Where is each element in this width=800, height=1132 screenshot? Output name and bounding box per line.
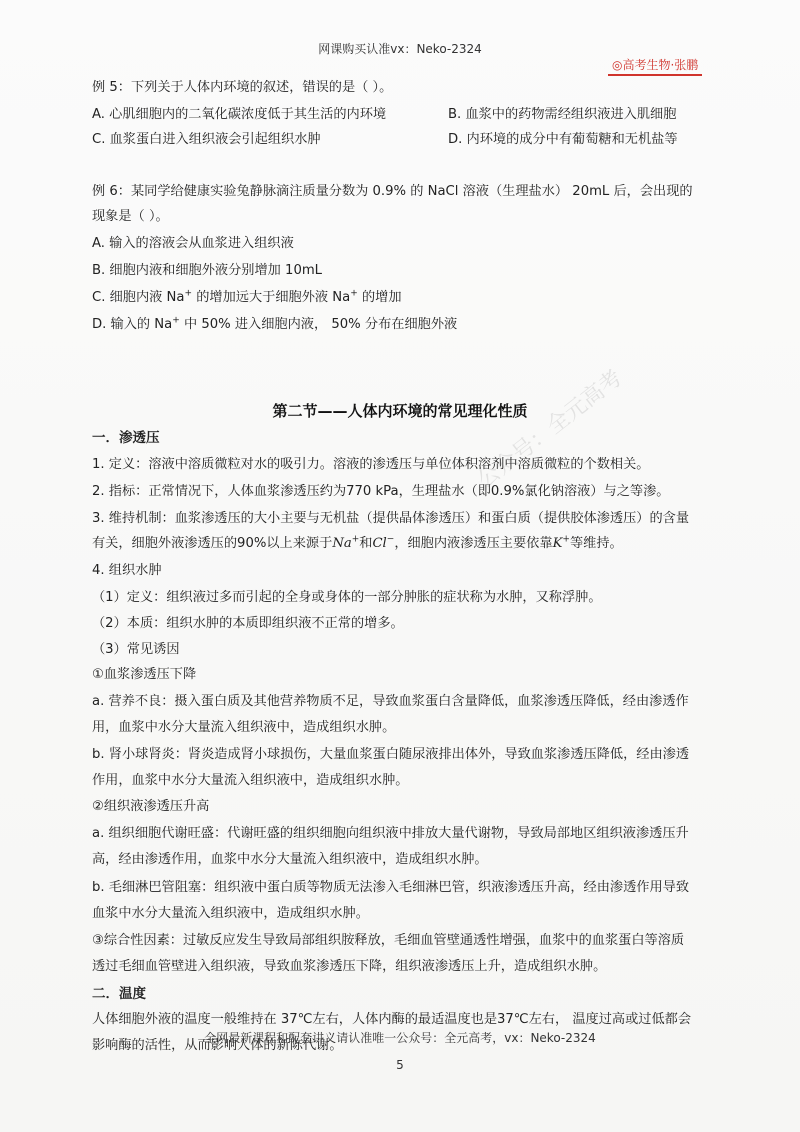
cause-2b-line2: 血浆中水分大量流入组织液中，造成组织水肿。 <box>92 906 369 921</box>
option-d-sup: + <box>172 315 180 326</box>
paragraph-indicator: 2. 指标：正常情况下，人体血浆渗透压约为770 kPa，生理盐水（即0.9%氯化钠溶液）与之等渗。 <box>92 484 670 499</box>
edema-essence: （2）本质：组织水肿的本质即组织液不正常的增多。 <box>92 616 404 631</box>
paragraph-mechanism-line1: 3. 维持机制：血浆渗透压的大小主要与无机盐（提供晶体渗透压）和蛋白质（提供胶体渗透压）的含量 <box>92 511 690 526</box>
paragraph-definition: 1. 定义：溶液中溶质微粒对水的吸引力。溶液的渗透压与单位体积溶剂中溶质微粒的个数相关。 <box>92 457 650 472</box>
option-d-text-1: D. 输入的 Na <box>92 317 173 332</box>
cause-1b-line2: 作用，血浆中水分大量流入组织液中，造成组织水肿。 <box>92 773 409 788</box>
example6-option-a: A. 输入的溶液会从血浆进入组织液 <box>92 236 294 251</box>
footer-watermark: 全网最新课程和配套讲义请认准唯一公众号：全元高考，vx：Neko-2324 <box>204 1031 596 1045</box>
cl-symbol: Cl <box>372 536 387 551</box>
mech-text-2: ，细胞内液渗透压主要依靠 <box>394 536 553 551</box>
cause-2-heading: ②组织液渗透压升高 <box>92 799 210 814</box>
na-charge: + <box>351 534 360 545</box>
option-c-text-3: 的增加 <box>357 290 402 305</box>
subheading-osmotic-pressure: 一．渗透压 <box>92 430 160 446</box>
example6-option-c <box>92 288 402 308</box>
example6-option-d <box>92 315 457 335</box>
cause-1a-line2: 用，血浆中水分大量流入组织液中，造成组织水肿。 <box>92 720 396 735</box>
cause-2a-line1: a. 组织细胞代谢旺盛：代谢旺盛的组织细胞向组织液中排放大量代谢物，导致局部地区组织液渗透压升 <box>92 826 689 841</box>
cause-3-line2: 透过毛细血管壁进入组织液，导致血浆渗透压下降，组织液渗透压上升，造成组织水肿。 <box>92 959 607 974</box>
k-charge: + <box>562 534 570 545</box>
diagonal-watermark: 公众号：全元高考 <box>473 365 628 494</box>
option-c-text-1: C. 细胞内液 Na <box>92 290 185 305</box>
cause-1a-line1: a. 营养不良：摄入蛋白质及其他营养物质不足，导致血浆蛋白含量降低，血浆渗透压降低，经由渗透作 <box>92 694 689 709</box>
cause-1b-line1: b. 肾小球肾炎：肾炎造成肾小球损伤，大量血浆蛋白随尿液排出体外，导致血浆渗透压降低，经由渗透 <box>92 747 690 762</box>
cause-2b-line1: b. 毛细淋巴管阻塞：组织液中蛋白质等物质无法渗入毛细淋巴管，织液渗透压升高，经由渗透作用导致 <box>92 880 690 895</box>
cause-3-line1: ③综合性因素：过敏反应发生导致局部组织胺释放，毛细血管壁通透性增强，血浆中的血浆蛋白等溶质 <box>92 933 685 948</box>
example5-option-c: C. 血浆蛋白进入组织液会引起组织水肿 <box>92 132 321 147</box>
cl-charge: − <box>386 534 395 545</box>
example6-option-b: B. 细胞内液和细胞外液分别增加 10mL <box>92 263 323 278</box>
k-symbol: K <box>552 536 563 551</box>
mech-text-3: 等维持。 <box>569 536 623 551</box>
paragraph-mechanism-line2 <box>92 534 623 554</box>
page-number: 5 <box>396 1058 404 1072</box>
cause-2a-line2: 高，经由渗透作用，血浆中水分大量流入组织液中，造成组织水肿。 <box>92 852 488 867</box>
na-symbol: Na <box>332 536 352 551</box>
brand-badge: ◎高考生物·张鹏 <box>608 56 702 76</box>
option-c-sup-1: + <box>184 288 193 299</box>
option-c-text-2: 的增加远大于细胞外液 Na <box>192 290 351 305</box>
cause-1-heading: ①血浆渗透压下降 <box>92 667 197 682</box>
temperature-line1: 人体细胞外液的温度一般维持在 37℃左右，人体内酶的最适温度也是37℃左右， 温度过高或过低都会 <box>92 1012 692 1027</box>
subheading-temperature: 二．温度 <box>92 986 146 1002</box>
example5-option-b: B. 血浆中的药物需经组织液进入肌细胞 <box>448 107 677 122</box>
example5-question: 例 5：下列关于人体内环境的叙述，错误的是（ ）。 <box>92 80 393 95</box>
edema-causes: （3）常见诱因 <box>92 642 180 657</box>
section-title: 第二节——人体内环境的常见理化性质 <box>272 402 528 420</box>
example5-option-a: A. 心肌细胞内的二氧化碳浓度低于其生活的内环境 <box>92 107 387 122</box>
temperature-line2: 影响酶的活性，从而影响人体的新陈代谢。 <box>92 1038 343 1053</box>
example6-question-line2: 现象是（ ）。 <box>92 209 169 224</box>
edema-definition: （1）定义：组织液过多而引起的全身或身体的一部分肿胀的症状称为水肿，又称浮肿。 <box>92 590 602 605</box>
paragraph-edema: 4. 组织水肿 <box>92 563 162 578</box>
mech-and: 和 <box>359 536 373 551</box>
option-c-sup-2: + <box>350 288 358 299</box>
example5-option-d: D. 内环境的成分中有葡萄糖和无机盐等 <box>448 132 678 147</box>
mech-text-1: 有关，细胞外液渗透压的90%以上来源于 <box>92 536 333 551</box>
option-d-text-2: 中 50% 进入细胞内液， 50% 分布在细胞外液 <box>179 317 458 332</box>
example6-question-line1: 例 6：某同学给健康实验兔静脉滴注质量分数为 0.9% 的 NaCl 溶液（生理盐水） 20mL 后，会出现的 <box>92 184 693 199</box>
top-watermark: 网课购买认准vx：Neko-2324 <box>318 42 482 56</box>
